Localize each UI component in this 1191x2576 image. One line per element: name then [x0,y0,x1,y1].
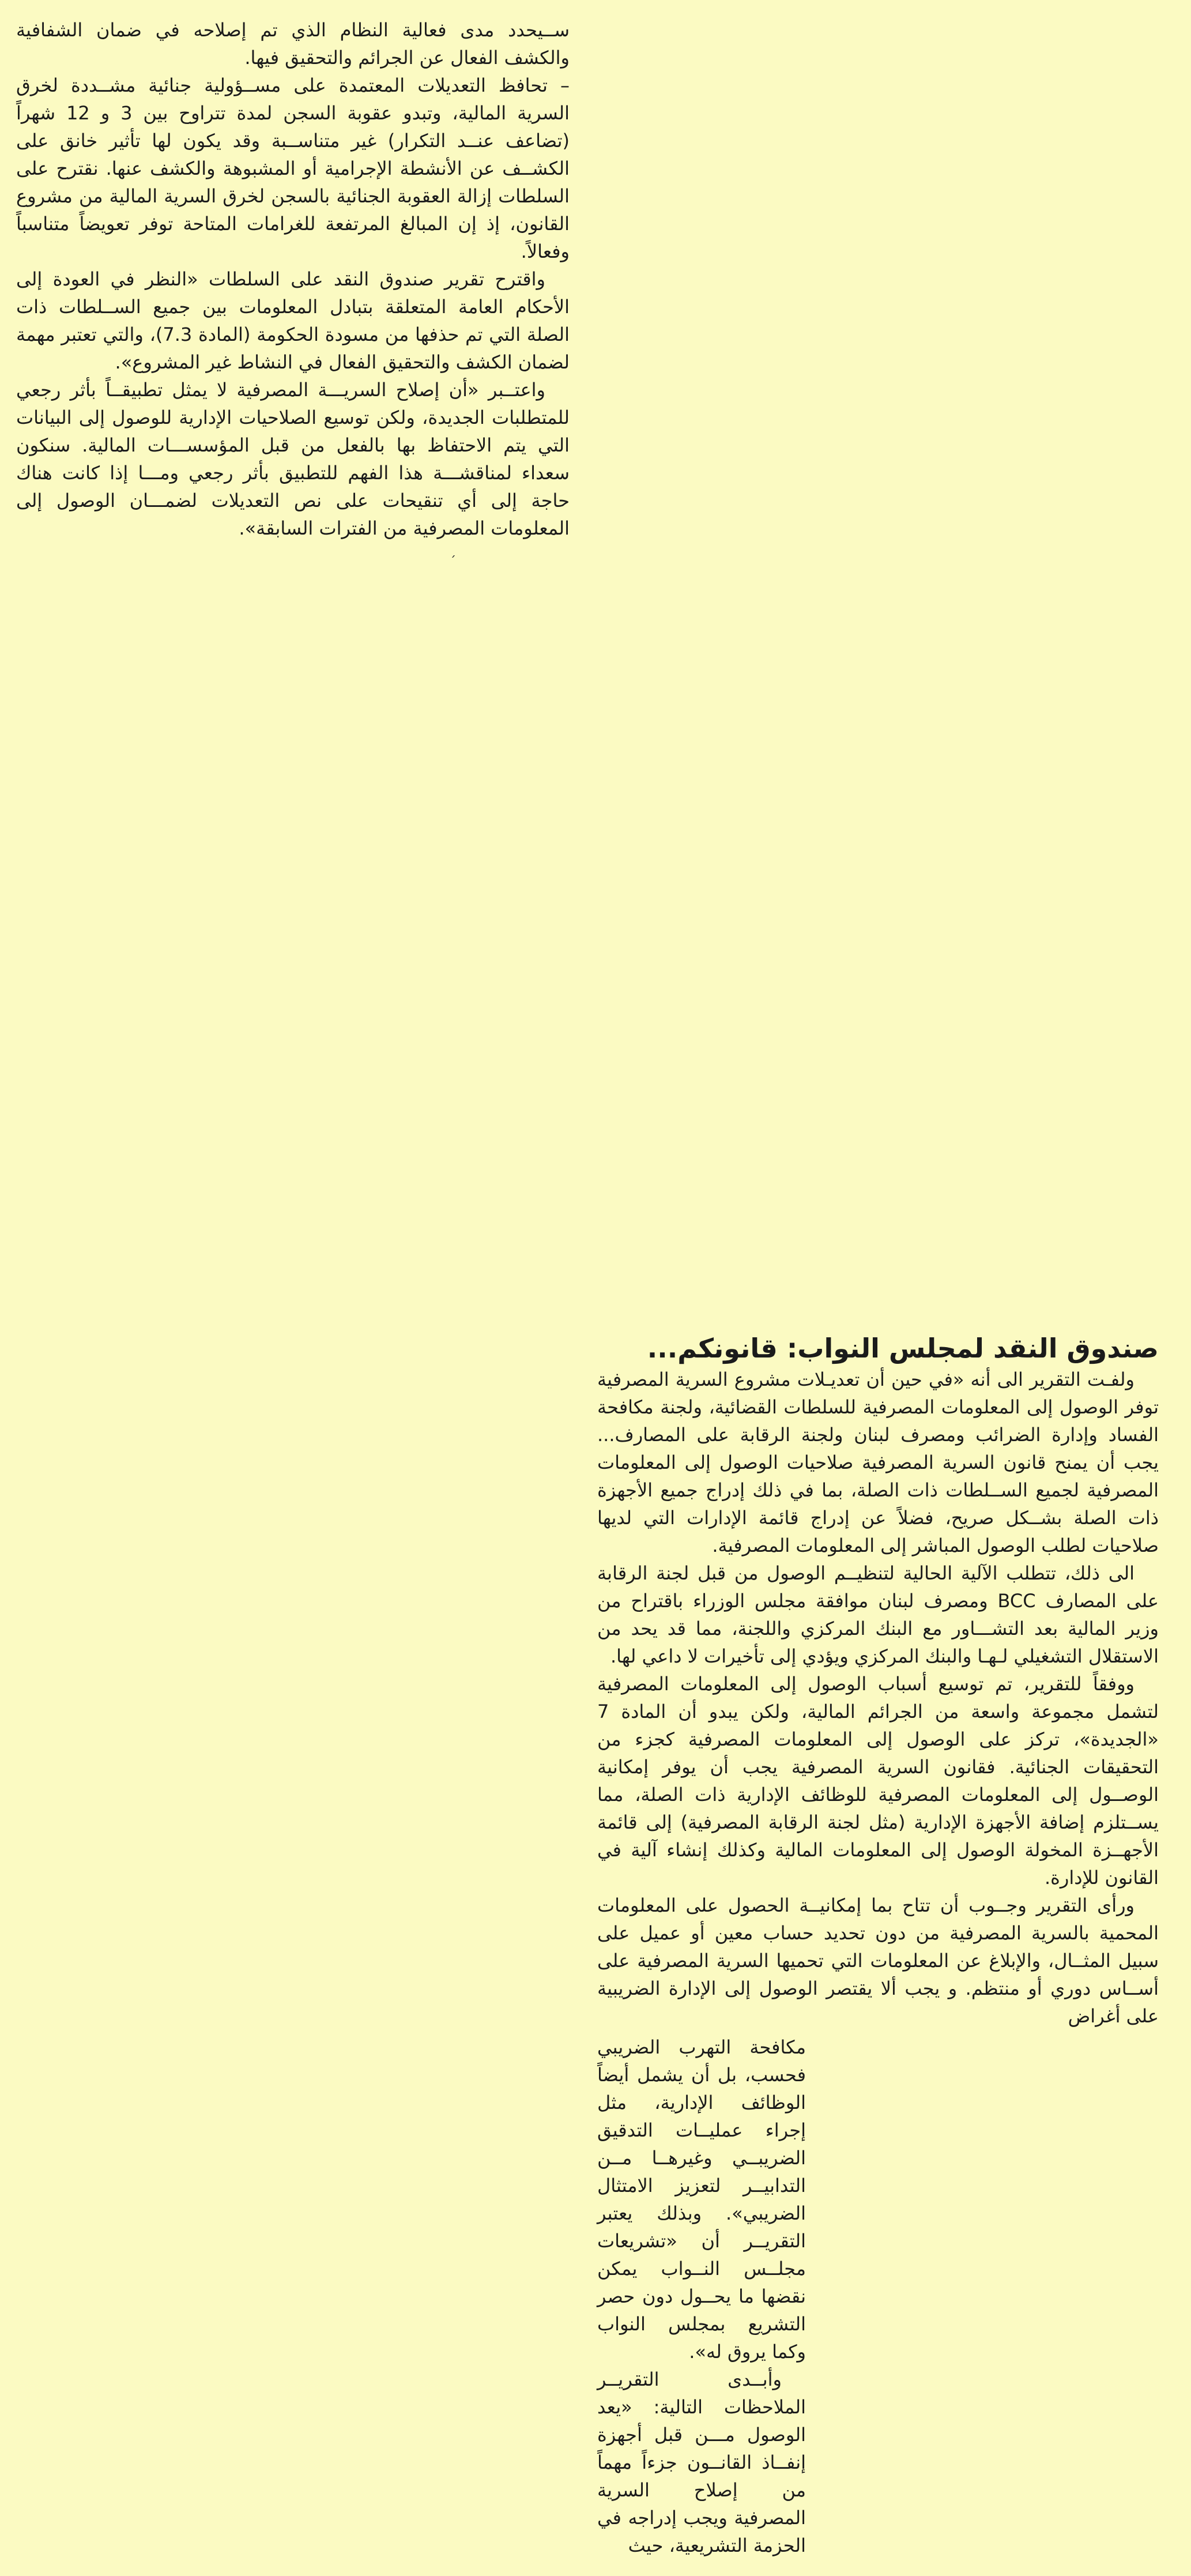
bottom-column [597,1331,1159,2030]
top-paragraph-1: ســيحدد مدى فعالية النظام الذي تم إصلاحه في ضمان الشفافية والكشف الفعال عن الجرائم والتحقيق فيها. [16,19,570,69]
top-paragraph-2: – تحافظ التعديلات المعتمدة على مســؤولية جنائية مشــددة لخرق السرية المالية، وتبدو عقوبة السجن لمدة تتراوح بين 3 و 12 شهراً (تضاعف عنــد التكرار) غير متناســبة وقد يكون لها تأثير خانق على الكشــف عن الأنشطة الإجرامية أو المشبوهة والكشف عنها. نقترح على السلطات إزالة العقوبة الجنائية بالسجن لخرق السرية المالية من مشروع القانون، إذ إن المبالغ المرتفعة للغرامات المتاحة توفر تعويضاً متناسباً وفعالاً. [16,74,570,262]
narrow-column [597,2033,806,2559]
bottom-paragraph-3: ووفقاً للتقرير، تم توسيع أسباب الوصول إلى المعلومات المصرفية لتشمل مجموعة واسعة من الجرائم المالية، ولكن يبدو أن المادة 7 «الجديدة»، تركز على الوصول إلى المعلومات المصرفية كجزء من التحقيقات الجنائية. فقانون السرية المصرفية يجب أن يوفر إمكانية الوصــول إلى المعلومات المصرفية للوظائف الإدارية ذات الصلة، مما يســتلزم إضافة الأجهزة الإدارية (مثل لجنة الرقابة المصرفية) إلى قائمة الأجهــزة المخولة الوصول إلى المعلومات المالية وكذلك إنشاء آلية في القانون للإدارة. [597,1673,1159,1889]
bottom-paragraph-1: ولفـت التقرير الى أنه «في حين أن تعديـلات مشروع السرية المصرفية توفر الوصول إلى المعلومات المصرفية للسلطات القضائية، ولجنة مكافحة الفساد وإدارة الضرائب ومصرف لبنان ولجنة الرقابة على المصارف... يجب أن يمنح قانون السرية المصرفية صلاحيات الوصول إلى المعلومات المصرفية لجميع الســلطات ذات الصلة، بما في ذلك إدراج جميع الأجهزة ذات الصلة بشــكل صريح، فضلاً عن إدراج قائمة الإدارات التي لديها صلاحيات لطلب الوصول المباشر إلى المعلومات المصرفية. [597,1368,1159,1556]
narrow-paragraph-2: وأبــدى التقريــر الملاحظات التالية: «يعد الوصول مـــن قبل أجهزة إنفــاذ القانــون جزءاً مهماً من إصلاح السرية المصرفية ويجب إدراجه في الحزمة التشريعية، حيث [597,2368,806,2556]
top-paragraph-4: واعتــبر «أن إصلاح السريـــة المصرفية لا يمثل تطبيقــاً بأثر رجعي للمتطلبات الجديدة، ولكن توسيع الصلاحيات الإدارية للوصول إلى البيانات التي يتم الاحتفاظ بها بالفعل من قبل المؤسســـات المالية. سنكون سعداء لمناقشـــة هذا الفهم للتطبيق بأثر رجعي ومـــا إذا كانت هناك حاجة إلى أي تنقيحات على نص التعديلات لضمـــان الوصول إلى المعلومات المصرفية من الفترات السابقة». [16,379,570,539]
stray-mark: ˊ [450,555,456,569]
bottom-paragraph-2: الى ذلك، تتطلب الآلية الحالية لتنظيــم الوصول من قبل لجنة الرقابة على المصارف BCC ومصرف لبنان موافقة مجلس الوزراء باقتراح من وزير المالية بعد التشـــاور مع البنك المركزي واللجنة، مما قد يحد من الاستقلال التشغيلي لـهـا والبنك المركزي ويؤدي إلى تأخيرات لا داعي لها. [597,1562,1159,1667]
top-paragraph-3: واقترح تقرير صندوق النقد على السلطات «النظر في العودة إلى الأحكام العامة المتعلقة بتبادل المعلومات بين جميع الســلطات ذات الصلة التي تم حذفها من مسودة الحكومة (المادة 7.3)، والتي تعتبر مهمة لضمان الكشف والتحقيق الفعال في النشاط غير المشروع». [16,268,570,373]
bottom-paragraph-4: ورأى التقرير وجــوب أن تتاح بما إمكانيــة الحصول على المعلومات المحمية بالسرية المصرفية من دون تحديد حساب معين أو عميل على سبيل المثــال، والإبلاغ عن المعلومات التي تحميها السرية المصرفية على أســاس دوري أو منتظم. و يجب ألا يقتصر الوصول إلى الإدارة الضريبية على أغراض [597,1894,1159,2027]
narrow-paragraph-1: مكافحة التهرب الضريبي فحسب، بل أن يشمل أيضاً الوظائف الإدارية، مثل إجراء عمليــات التدقيق الضريبــي وغيرهــا مــن التدابيــر لتعزيز الامتثال الضريبي». وبذلك يعتبر التقريــر أن «تشريعات مجلــس النــواب يمكن نقضها ما يحــول دون حصر التشريع بمجلس النواب وكما يروق له». [597,2036,806,2363]
top-column [16,16,570,542]
section-heading: صندوق النقد لمجلس النواب: قانونكم... [647,1333,1159,1364]
